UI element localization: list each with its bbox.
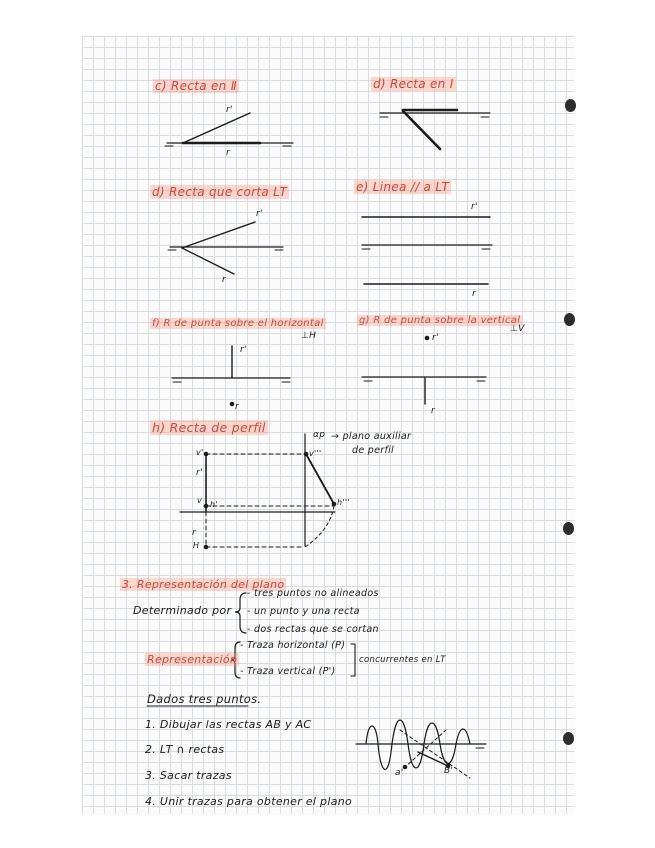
label-v-primes: v''': [309, 449, 322, 458]
label-r: r: [226, 148, 231, 158]
label-r-prime: r': [256, 209, 263, 219]
step-2: 2. LT ∩ rectas: [145, 743, 225, 756]
label-r-prime: r': [226, 105, 233, 115]
label-v: v: [197, 496, 203, 505]
title-section3: 3. Representación del plano: [122, 578, 285, 591]
label-b: B': [444, 766, 454, 776]
step-4: 4. Unir trazas para obtener el plano: [145, 795, 353, 808]
title-g: g) R de punta sobre la vertical: [359, 315, 521, 326]
diagram-f: [172, 346, 290, 406]
plano-item-1: - tres puntos no alineados: [247, 588, 379, 599]
label-h-prime: h': [210, 500, 218, 509]
label-r: r: [222, 275, 227, 285]
brace: [235, 593, 246, 633]
traza-vertical: - Traza vertical (P'): [240, 666, 336, 677]
title-e: e) Linea // a LT: [356, 180, 450, 194]
label-r-prime: r': [240, 345, 247, 355]
diagram-plano: [356, 720, 486, 778]
dados-heading: Dados tres puntos.: [147, 692, 262, 706]
title-d-lower: d) Recta que corta LT: [152, 185, 287, 199]
diagram-g: [362, 336, 486, 404]
title-f: f) R de punta sobre el horizontal: [152, 318, 324, 329]
label-perp-v: ⊥V: [510, 324, 525, 334]
diagram-d-upper: [380, 110, 490, 149]
label-r-prime: r': [432, 333, 439, 343]
plano-item-3: - dos rectas que se cortan: [247, 624, 379, 635]
bracket: [351, 644, 355, 676]
title-c: c) Recta en Ⅱ: [155, 79, 237, 93]
label-r: r: [431, 406, 436, 416]
label-de-perfil: de perfil: [352, 445, 394, 456]
label-perp-h: ⊥H: [301, 331, 317, 341]
step-3: 3. Sacar trazas: [145, 769, 232, 782]
traza-horizontal: - Traza horizontal (P): [240, 640, 346, 651]
label-a: a': [395, 768, 404, 778]
label-r-prime: r': [471, 202, 478, 212]
label-r: r: [235, 402, 240, 412]
label-r: r: [192, 528, 197, 538]
label-h-primes: h''': [337, 498, 350, 507]
label-H: H: [193, 541, 200, 550]
step-1: 1. Dibujar las rectas AB y AC: [145, 718, 312, 731]
title-h: h) Recta de perfil: [152, 420, 266, 435]
label-plano-auxiliar: → plano auxiliar: [331, 431, 412, 442]
diagram-c: [165, 113, 293, 146]
label-v-prime: v': [196, 448, 204, 457]
representacion-label: Representación: [147, 653, 238, 666]
concurrentes-en-lt: concurrentes en LT: [359, 655, 446, 665]
diagram-e: [362, 217, 492, 284]
label-alpha-p: αp: [313, 430, 326, 440]
label-r: r: [472, 289, 477, 299]
plano-item-2: - un punto y una recta: [247, 606, 360, 617]
label-r-prime: r': [196, 468, 203, 478]
diagram-d-lower: [168, 222, 283, 274]
determinado-por: Determinado por: [133, 604, 232, 617]
title-d-upper: d) Recta en Ⅰ: [373, 77, 454, 91]
